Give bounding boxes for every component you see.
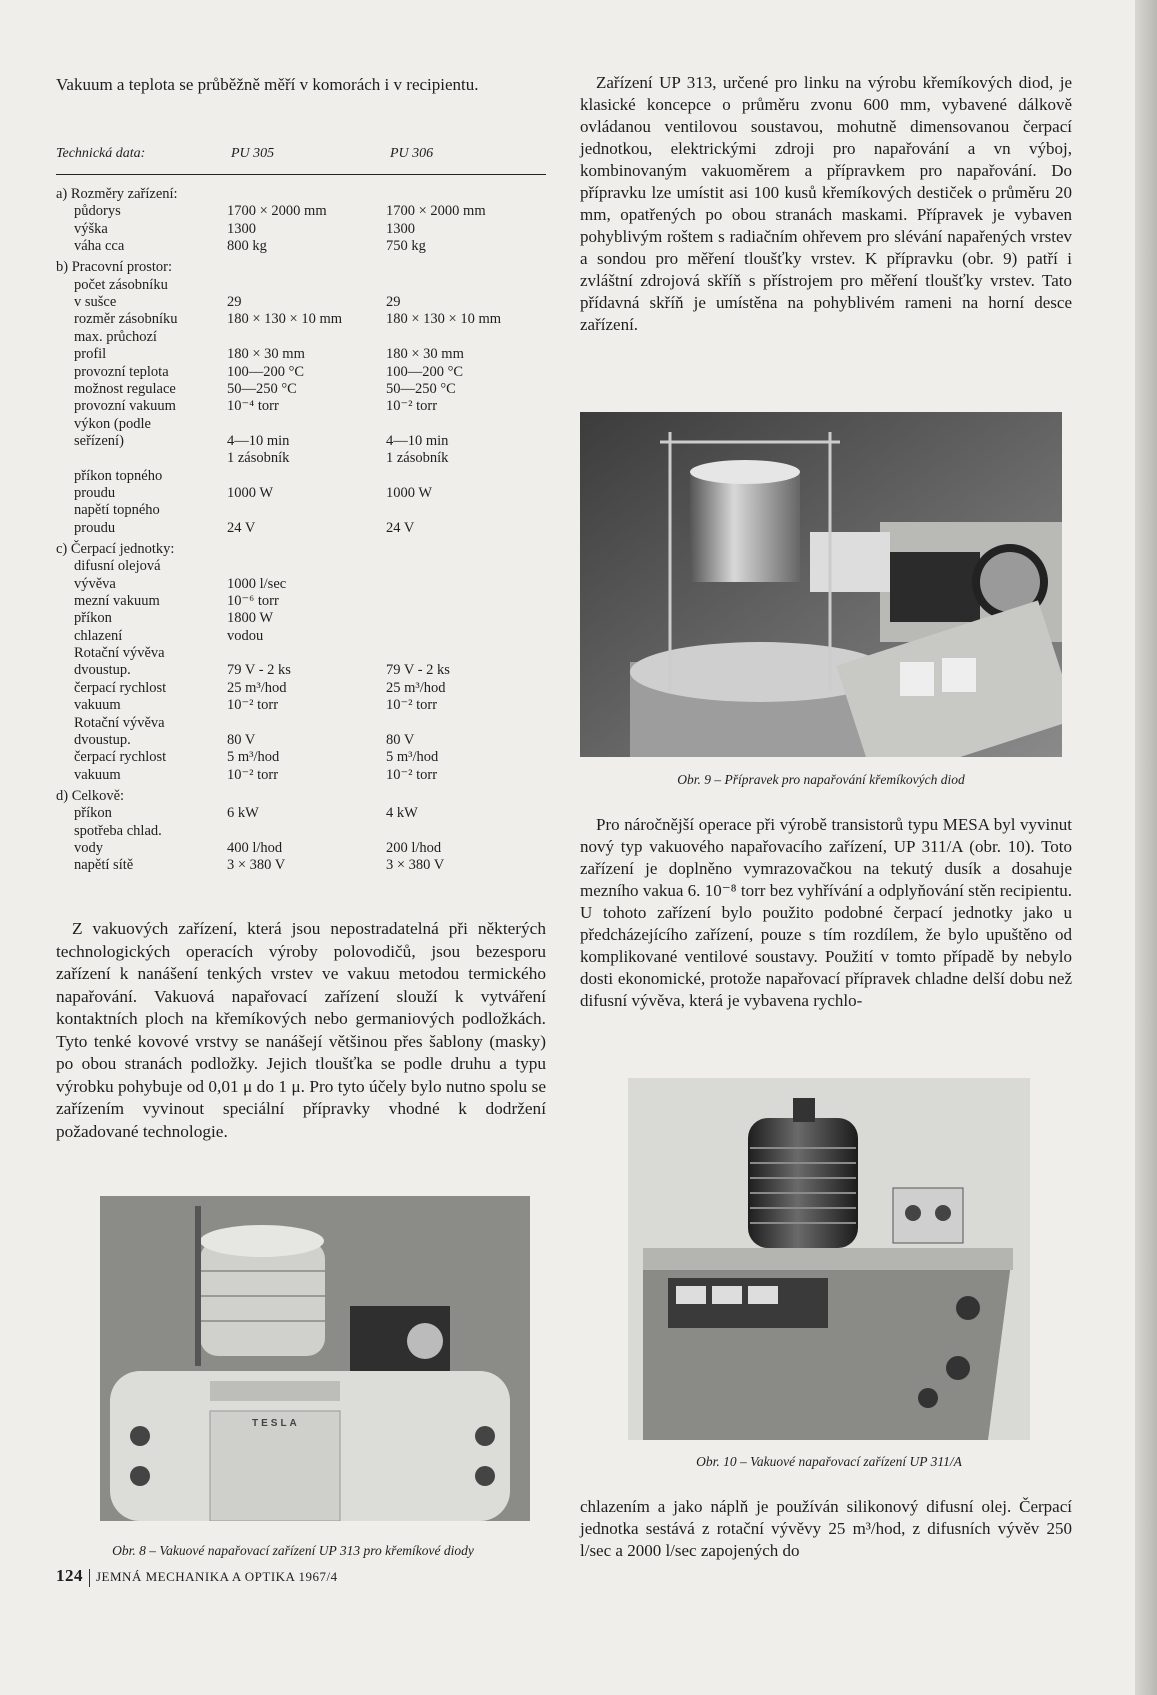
tech-row-label: mezní vakuum [74, 593, 160, 610]
tech-row-label: čerpací rychlost [74, 749, 167, 766]
tech-row-label: vývěva [74, 575, 116, 592]
tech-row-pu305: 10⁻⁴ torr [227, 398, 279, 415]
figure-9-caption: Obr. 9 – Přípravek pro napařování křemíkových diod [677, 772, 965, 787]
tech-row-pu305: 25 m³/hod [227, 679, 287, 696]
tech-col-pu306: PU 306 [390, 146, 434, 161]
tech-row-pu305: 6 kW [227, 805, 259, 822]
tech-row-label: rozměr zásobníku [74, 311, 178, 328]
tech-row-pu305: 1700 × 2000 mm [227, 203, 327, 220]
tech-col-pu305: PU 305 [231, 146, 275, 161]
tech-row-pu305: 1 zásobník [227, 450, 290, 467]
figure-10-caption: Obr. 10 – Vakuové napařovací zařízení UP 311/A [696, 1454, 962, 1469]
figure-8-illustration [100, 1196, 530, 1521]
tech-row-pu306: 25 m³/hod [386, 679, 446, 696]
tech-row-label: provozní vakuum [74, 398, 176, 415]
tech-row-pu305: 400 l/hod [227, 839, 283, 856]
tech-row-pu305: 100—200 °C [227, 363, 305, 380]
tech-row-pu306: 24 V [386, 519, 415, 536]
figure-9-photo [580, 412, 1062, 757]
main-text-block [56, 918, 546, 1143]
tech-row-pu305: 800 kg [227, 238, 267, 255]
tech-row-label: dvoustup. [74, 731, 131, 748]
tech-row-label: napětí topného [74, 502, 160, 519]
tech-row-pu306: 4—10 min [386, 432, 449, 449]
tech-row-pu305: 24 V [227, 519, 256, 536]
tech-row-pu306: 180 × 130 × 10 mm [386, 311, 502, 328]
tech-row-label: seřízení) [74, 432, 124, 449]
tech-row-label: proudu [74, 484, 116, 501]
journal-name: JEMNÁ MECHANIKA A OPTIKA 1967/4 [96, 1569, 338, 1584]
footer-divider [89, 1569, 90, 1587]
tech-row-label: vody [74, 839, 103, 856]
tech-row-pu305: 10⁻² torr [227, 766, 279, 783]
figure-9 [580, 412, 1062, 792]
figure-10-illustration [628, 1078, 1030, 1440]
tech-row-label: půdorys [74, 203, 121, 220]
page-number: 124 [56, 1566, 83, 1585]
tech-row-pu306: 4 kW [386, 805, 418, 822]
figure-8-caption: Obr. 8 – Vakuové napařovací zařízení UP 313 pro křemíkové diody [112, 1543, 474, 1558]
tech-row-pu306: 100—200 °C [386, 363, 464, 380]
tech-row-label: příkon topného [74, 467, 163, 484]
tech-row-pu306: 50—250 °C [386, 380, 456, 397]
tech-row-pu306: 79 V - 2 ks [386, 662, 450, 679]
tech-row-pu305: 3 × 380 V [227, 857, 286, 874]
tech-row-label: vakuum [74, 766, 121, 783]
figure-10 [628, 1078, 1030, 1483]
right-paragraph-2: Pro náročnější operace při výrobě transistorů typu MESA byl vyvinut nový typ vakuového napařovacího zařízení, UP 311/A (obr. 10). Toto zařízení je doplněno vymrazovačkou na tekutý dusík a dosahuje mezního vakua 6. 10⁻⁸ torr bez vyhřívání a odplyňování stěn recipientu. U tohoto zařízení bylo použito podobné čerpací jednotky jako u předcházejícího zařízení, pouze s tím rozdílem, že bylo upuštěno od komplikované ventilové soustavy. Použití v tomto případě by nebylo dosti ekonomické, protože napařovací přípravek chladne delší dobu než difusní vývěva, která je vybavena rychlo- [580, 815, 1072, 1010]
tech-row-pu305: 180 × 30 mm [227, 346, 305, 363]
tech-row-pu305: 5 m³/hod [227, 749, 280, 766]
tech-row-pu305: 10⁻² torr [227, 697, 279, 714]
tech-row-label: a) Rozměry zařízení: [56, 186, 178, 202]
tech-row-label: spotřeba chlad. [74, 822, 162, 839]
tech-row-pu305: 1800 W [227, 610, 274, 627]
tech-row-label: proudu [74, 519, 116, 536]
tech-row-pu306: 5 m³/hod [386, 749, 439, 766]
tech-row-pu306: 1700 × 2000 mm [386, 203, 486, 220]
tech-row-pu305: 1000 l/sec [227, 575, 287, 592]
figure-8 [100, 1196, 530, 1566]
tech-row-pu306: 1 zásobník [386, 450, 449, 467]
tech-row-pu306: 10⁻² torr [386, 398, 438, 415]
tech-row-pu306: 80 V [386, 731, 415, 748]
tech-row-pu306: 1300 [386, 220, 415, 237]
tech-row-pu305: 50—250 °C [227, 380, 297, 397]
tech-row-label: d) Celkově: [56, 787, 125, 804]
right-column [580, 72, 1072, 336]
tech-row-label: max. průchozí [74, 328, 157, 345]
page-edge [1135, 0, 1157, 1695]
tech-row-label: c) Čerpací jednotky: [56, 541, 175, 557]
right-paragraph-3: chlazením a jako náplň je používán silikonový difusní olej. Čerpací jednotka sestává z rotační vývěvy 25 m³/hod, z difusních vývěv 250 l/sec a 2000 l/sec zapojených do [580, 1497, 1072, 1560]
tech-row-label: provozní teplota [74, 363, 169, 380]
tech-row-pu306: 200 l/hod [386, 839, 442, 856]
tesla-logo: TESLA [252, 1418, 300, 1429]
figure-9-illustration [580, 412, 1062, 757]
tech-row-label: příkon [74, 805, 112, 822]
tech-row-label: napětí sítě [74, 857, 134, 874]
tech-row-label: vakuum [74, 697, 121, 714]
tech-row-pu305: 29 [227, 294, 242, 311]
tech-row-label: difusní olejová [74, 558, 161, 575]
intro-paragraph: Vakuum a teplota se průběžně měří v komorách i v recipientu. [56, 75, 479, 94]
tech-row-pu305: 180 × 130 × 10 mm [227, 311, 343, 328]
main-paragraph: Z vakuových zařízení, která jsou nepostradatelná při některých technologických operacích výroby polovodičů, jsou bezesporu zařízení k nanášení tenkých vrstev ve vakuu metodou termického napařování. Vakuová napařovací zařízení slouží k vytváření kontaktních ploch na křemíkových nebo germaniových podložkách. Tyto tenké kovové vrstvy se nanášejí většinou přes šablony (masky) po obou stranách podložky. Jejich tloušťka se podle druhu a typu výrobku pohybuje od 0,01 μ do 1 μ. Pro tyto účely bylo nutno spolu se zařízením vyvinout speciální přípravky vhodné k dodržení požadované technologie. [56, 919, 546, 1141]
figure-10-photo [628, 1078, 1030, 1440]
tech-row-pu305: 79 V - 2 ks [227, 662, 291, 679]
tech-row-pu306: 180 × 30 mm [386, 346, 464, 363]
tech-row-label: profil [74, 346, 107, 363]
tech-row-label: možnost regulace [74, 380, 176, 397]
figure-8-photo [100, 1196, 530, 1521]
tech-row-label: b) Pracovní prostor: [56, 259, 172, 276]
tech-row-pu306: 3 × 380 V [386, 857, 445, 874]
tech-row-pu305: 1300 [227, 220, 256, 237]
tech-data-rule [56, 174, 546, 175]
page-footer [56, 1566, 338, 1587]
tech-row-label: dvoustup. [74, 662, 131, 679]
tech-row-label: v sušce [74, 294, 117, 311]
tech-row-label: Rotační vývěva [74, 714, 165, 731]
tech-row-pu305: vodou [227, 627, 264, 644]
tech-row-pu305: 80 V [227, 731, 256, 748]
tech-row-pu305: 4—10 min [227, 432, 290, 449]
tech-row-pu306: 10⁻² torr [386, 766, 438, 783]
tech-row-pu306: 1000 W [386, 484, 433, 501]
right-paragraph-1: Zařízení UP 313, určené pro linku na výrobu křemíkových diod, je klasické koncepce o průměru zvonu 600 mm, vybavené dálkově ovládanou ventilovou soustavou, mohutně dimensovanou čerpací jednotkou, elektrickými zdroji pro napařování a vn výboj, kombinovaným vakuoměrem a přípravkem pro napařování. Do přípravku lze umístit asi 100 kusů křemíkových destiček o průměru 20 mm, opatřených po obou stranách maskami. Přípravek je vybaven pohyblivým roštem s radiačním ohřevem pro slévání napařených vrstev a sondou pro měření tloušťky vrstev. K přípravku (obr. 9) patří i zvláštní zdrojová skříň s přístrojem pro měření tloušťky vrstev. Tato přídavná skříň je umístěna na pohyblivém rameni na horní desce zařízení. [580, 73, 1072, 334]
tech-row-label: příkon [74, 610, 112, 627]
tech-data-header [56, 146, 546, 170]
tech-data-heading: Technická data: [56, 146, 146, 161]
tech-row-label: chlazení [74, 627, 123, 644]
tech-row-pu306: 10⁻² torr [386, 697, 438, 714]
tech-row-pu305: 10⁻⁶ torr [227, 593, 279, 610]
tech-row-label: váha cca [74, 238, 125, 255]
tech-row-label: výkon (podle [74, 415, 151, 432]
tech-row-label: Rotační vývěva [74, 645, 165, 662]
tech-row-pu306: 750 kg [386, 238, 426, 255]
tech-row-pu305: 1000 W [227, 484, 274, 501]
tech-row-label: výška [74, 220, 108, 237]
tech-row-pu306: 29 [386, 294, 401, 311]
tech-row-label: počet zásobníku [74, 276, 168, 293]
tech-row-label: čerpací rychlost [74, 679, 167, 696]
